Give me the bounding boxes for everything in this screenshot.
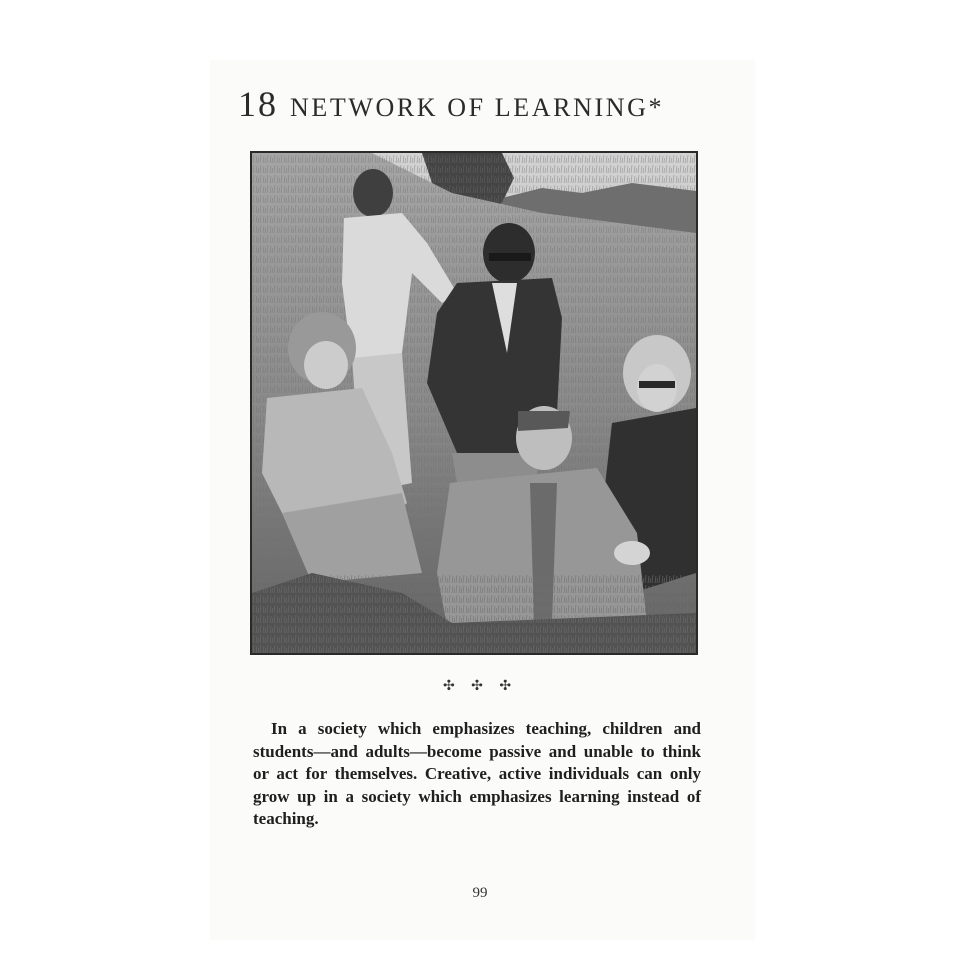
photo-illustration (252, 153, 696, 653)
body-paragraph: In a society which emphasizes teaching, children and students—and adults—become passive and unable to think or act for themselves. Creative, active individuals can only grow up in a society which emphasizes learning instead of teaching. (253, 719, 701, 828)
photograph (250, 151, 698, 655)
chapter-title: NETWORK OF LEARNING* (290, 93, 665, 122)
chapter-number: 18 (238, 84, 278, 124)
section-ornament: ✣ ✣ ✣ (442, 678, 518, 694)
page-number: 99 (472, 885, 488, 901)
chapter-heading (238, 83, 664, 123)
